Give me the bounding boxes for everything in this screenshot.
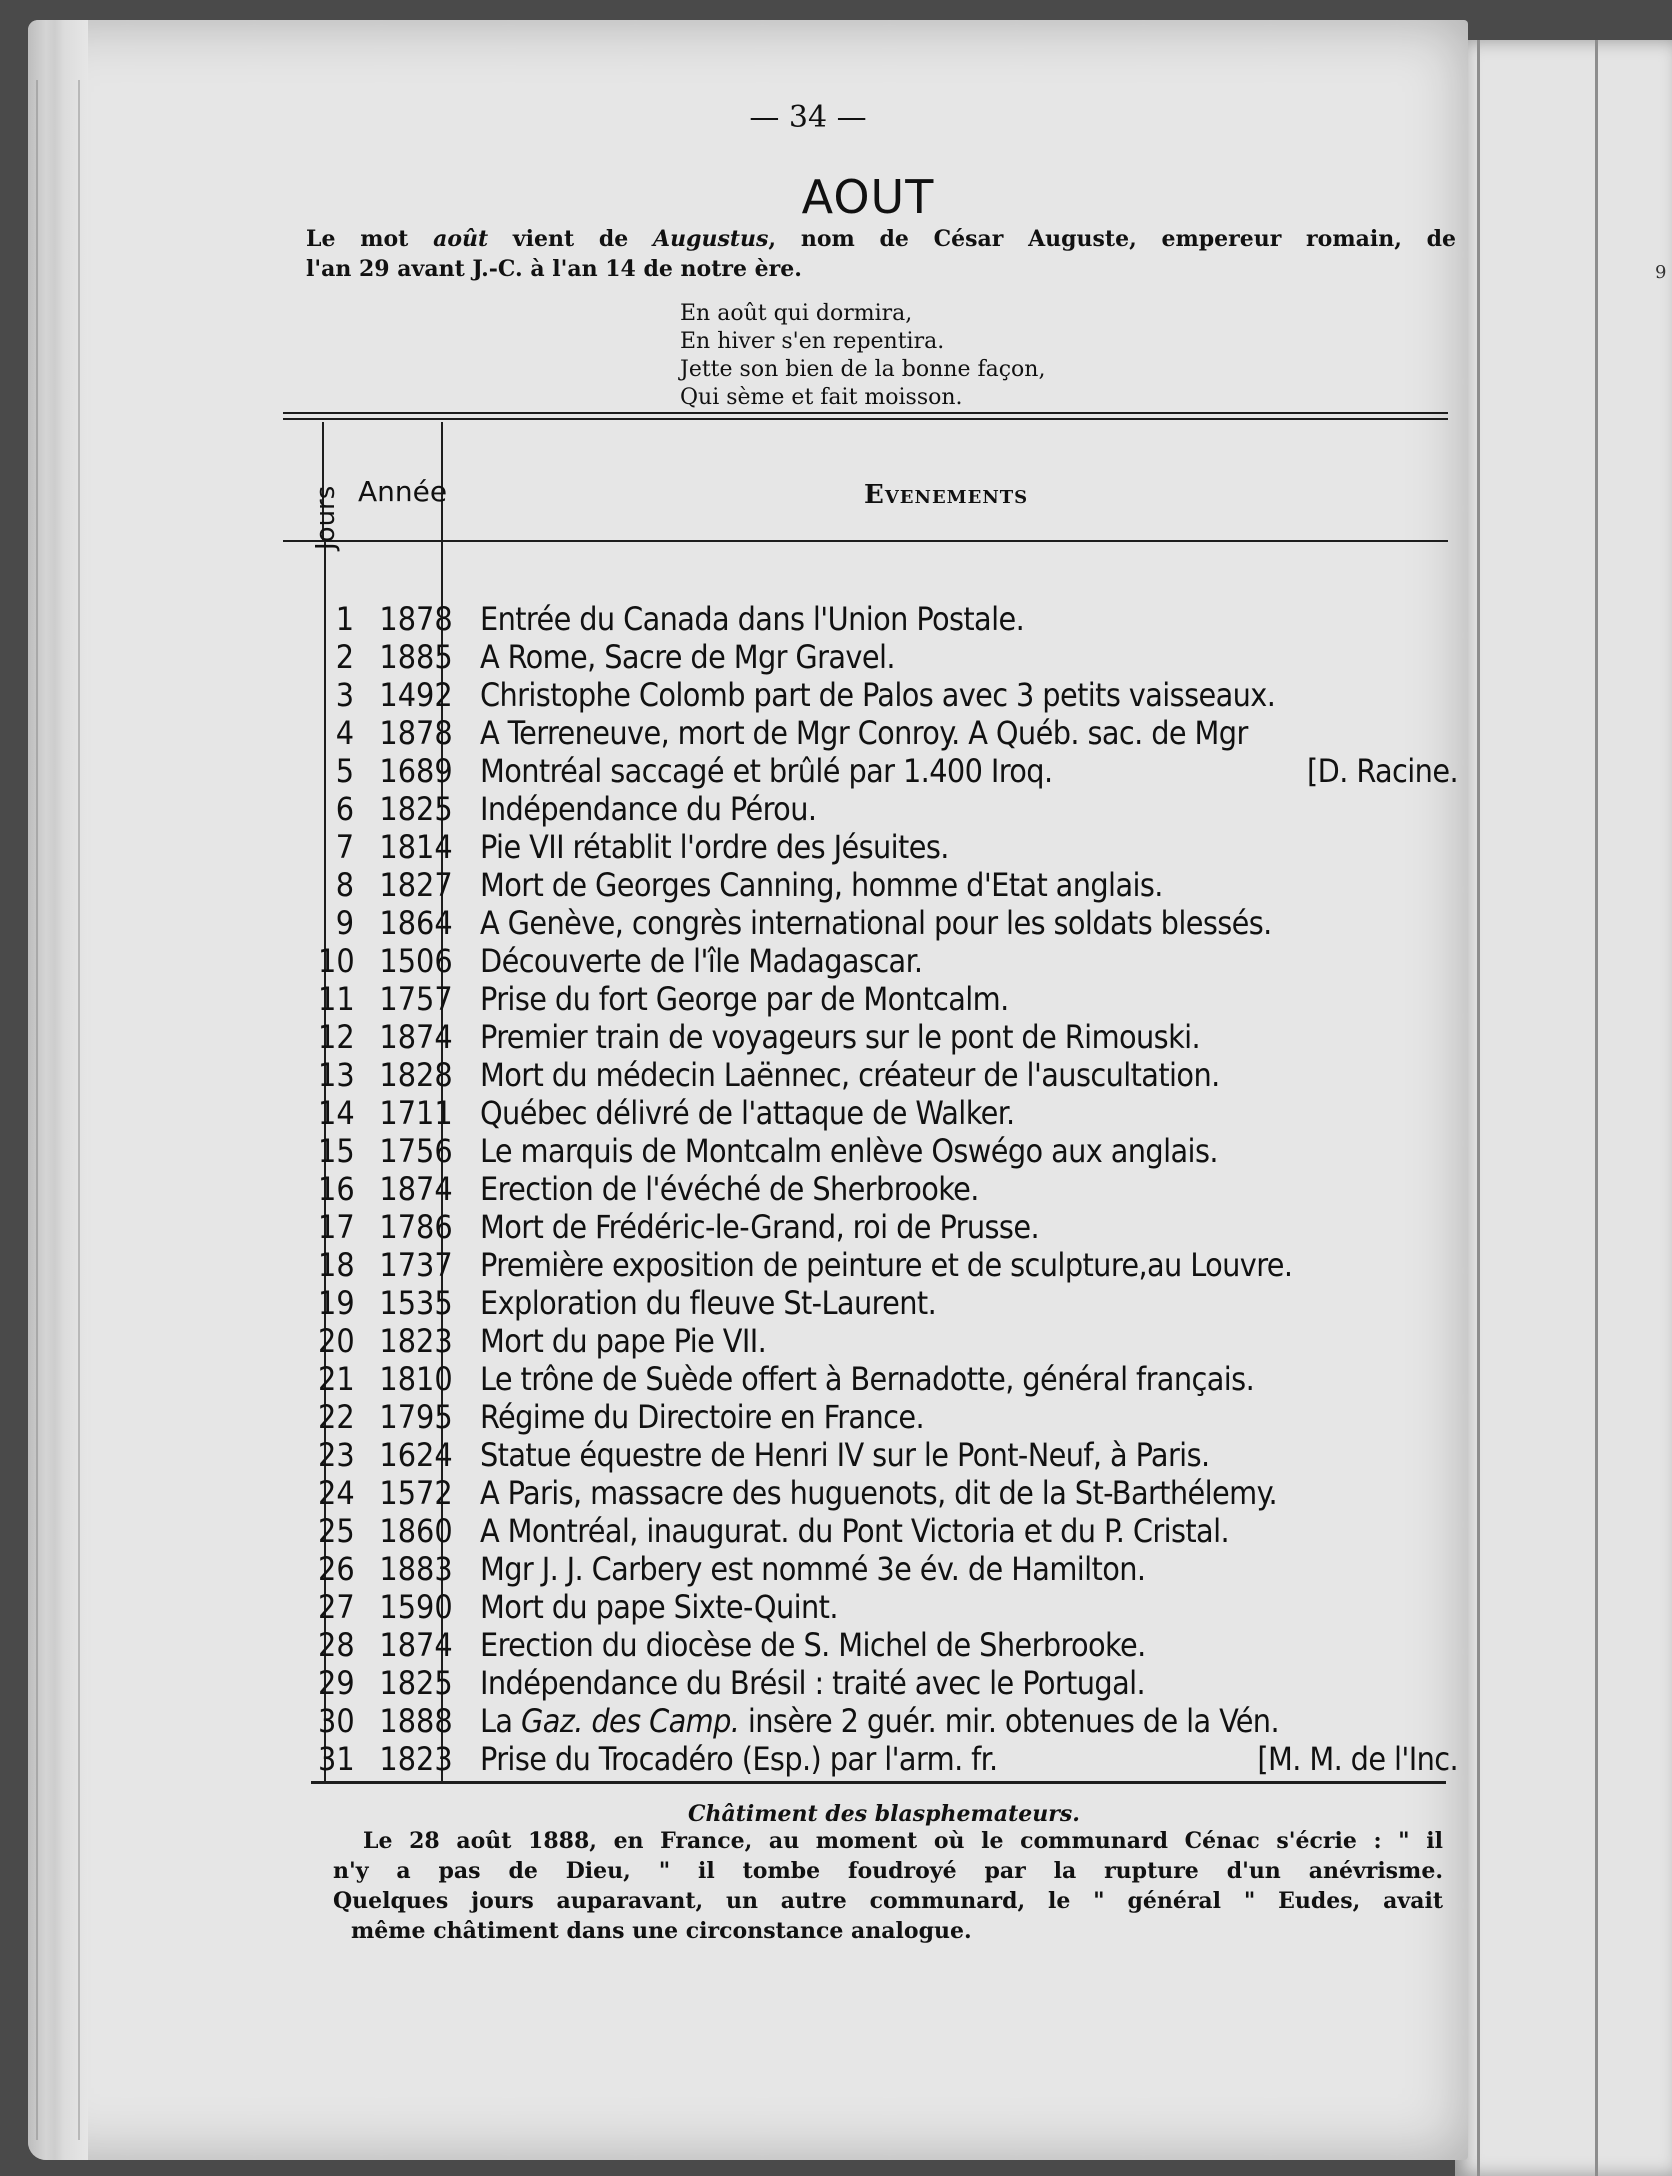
day-cell: 25: [318, 1512, 355, 1550]
day-cell: 6: [335, 790, 354, 828]
intro-text: vient de: [488, 226, 654, 252]
poem-line: Jette son bien de la bonne façon,: [680, 357, 1046, 382]
event-cell: Première exposition de peinture et de sculpture,au Louvre.: [480, 1246, 1293, 1284]
table-row: [318, 714, 1468, 752]
year-cell: 1492: [379, 676, 453, 714]
event-cell: Prise du fort George par de Montcalm.: [480, 980, 1009, 1018]
table-row: [318, 676, 1468, 714]
event-cell: A Paris, massacre des huguenots, dit de la St-Barthélemy.: [480, 1474, 1278, 1512]
year-cell: 1823: [379, 1740, 453, 1778]
event-text: insère 2 guér. mir. obtenues de la Vén.: [739, 1702, 1280, 1740]
table-row: [318, 980, 1468, 1018]
year-cell: 1590: [379, 1588, 453, 1626]
event-cell: Mgr J. J. Carbery est nommé 3e év. de Hamilton.: [480, 1550, 1146, 1588]
event-cell: A Genève, congrès international pour les soldats blessés.: [480, 904, 1272, 942]
day-cell: 5: [335, 752, 354, 790]
event-cell: Entrée du Canada dans l'Union Postale.: [480, 600, 1025, 638]
day-cell: 12: [318, 1018, 355, 1056]
footer-line: Le 28 août 1888, en France, au moment où le communard Cénac s'écrie : " il: [363, 1828, 1443, 1854]
event-cell: Mort du médecin Laënnec, créateur de l'auscultation.: [480, 1056, 1220, 1094]
year-cell: 1883: [379, 1550, 453, 1588]
year-cell: 1572: [379, 1474, 453, 1512]
table-row: [318, 1588, 1468, 1626]
poem-line: En hiver s'en repentira.: [680, 329, 945, 354]
intro-name-italic: Augustus: [653, 226, 769, 252]
table-row: [318, 1246, 1468, 1284]
event-cell: Exploration du fleuve St-Laurent.: [480, 1284, 937, 1322]
year-cell: 1757: [379, 980, 453, 1018]
event-cell: Le trône de Suède offert à Bernadotte, général français.: [480, 1360, 1255, 1398]
day-cell: 24: [318, 1474, 355, 1512]
table-row: [318, 638, 1468, 676]
day-cell: 7: [335, 828, 354, 866]
footer-line: Quelques jours auparavant, un autre communard, le " général " Eudes, avait: [333, 1888, 1443, 1914]
event-cell: A Terreneuve, mort de Mgr Conroy. A Québ. sac. de Mgr: [480, 714, 1248, 752]
table-row: [318, 1398, 1468, 1436]
day-cell: 2: [335, 638, 354, 676]
event-cell: Premier train de voyageurs sur le pont de Rimouski.: [480, 1018, 1201, 1056]
year-cell: 1874: [379, 1018, 453, 1056]
year-cell: 1756: [379, 1132, 453, 1170]
year-cell: 1506: [379, 942, 453, 980]
intro-line: [306, 224, 1456, 254]
header-days: Jours: [311, 485, 341, 550]
table-row: [318, 1322, 1468, 1360]
year-cell: 1878: [379, 600, 453, 638]
day-cell: 21: [318, 1360, 355, 1398]
event-cell: A Montréal, inaugurat. du Pont Victoria et du P. Cristal.: [480, 1512, 1230, 1550]
table-header-rule: [283, 540, 1448, 542]
page-number: — 34 —: [749, 100, 867, 135]
table-row: [318, 1170, 1468, 1208]
table-row: [318, 1436, 1468, 1474]
year-cell: 1864: [379, 904, 453, 942]
intro-text: Le mot: [306, 226, 434, 252]
intro-text: , nom de César Auguste, empereur romain, de: [768, 226, 1456, 252]
table-row: [318, 1094, 1468, 1132]
day-cell: 16: [318, 1170, 355, 1208]
year-cell: 1814: [379, 828, 453, 866]
table-row: [318, 1474, 1468, 1512]
events-table: [318, 600, 1468, 1778]
day-cell: 8: [335, 866, 354, 904]
year-cell: 1795: [379, 1398, 453, 1436]
year-cell: 1860: [379, 1512, 453, 1550]
table-row: [318, 600, 1468, 638]
event-cell: Erection du diocèse de S. Michel de Sherbrooke.: [480, 1626, 1146, 1664]
table-top-rule: [283, 412, 1448, 414]
year-cell: 1624: [379, 1436, 453, 1474]
event-cell: A Rome, Sacre de Mgr Gravel.: [480, 638, 895, 676]
year-cell: 1810: [379, 1360, 453, 1398]
day-cell: 13: [318, 1056, 355, 1094]
table-row: [318, 904, 1468, 942]
table-bottom-rule: [311, 1781, 1446, 1784]
event-cell: Indépendance du Brésil : traité avec le Portugal.: [480, 1664, 1146, 1702]
day-cell: 20: [318, 1322, 355, 1360]
adjacent-page: [1455, 40, 1672, 2176]
event-cell: Christophe Colomb part de Palos avec 3 petits vaisseaux.: [480, 676, 1276, 714]
header-year: Année: [358, 475, 448, 508]
event-source-note: [D. Racine.: [1307, 752, 1458, 790]
footer-line: n'y a pas de Dieu, " il tombe foudroyé par la rupture d'un anévrisme.: [333, 1858, 1443, 1884]
table-row: [318, 1018, 1468, 1056]
footer-paragraph: [333, 1826, 1443, 1946]
table-row: [318, 1702, 1468, 1740]
day-cell: 19: [318, 1284, 355, 1322]
event-text: La: [480, 1702, 522, 1740]
proverb-poem: [680, 300, 1045, 412]
table-row: [318, 866, 1468, 904]
page-stack-edge: [28, 20, 88, 2160]
day-cell: 31: [318, 1740, 355, 1778]
year-cell: 1689: [379, 752, 453, 790]
table-row: [318, 1132, 1468, 1170]
day-cell: 29: [318, 1664, 355, 1702]
day-cell: 11: [318, 980, 355, 1018]
event-cell: Statue équestre de Henri IV sur le Pont-Neuf, à Paris.: [480, 1436, 1210, 1474]
day-cell: 17: [318, 1208, 355, 1246]
table-row: [318, 1664, 1468, 1702]
day-cell: 30: [318, 1702, 355, 1740]
event-cell: Montréal saccagé et brûlé par 1.400 Iroq.: [480, 752, 1053, 790]
year-cell: 1874: [379, 1170, 453, 1208]
day-cell: 27: [318, 1588, 355, 1626]
intro-word-italic: août: [433, 226, 489, 252]
day-cell: 22: [318, 1398, 355, 1436]
year-cell: 1823: [379, 1322, 453, 1360]
year-cell: 1878: [379, 714, 453, 752]
table-top-rule: [283, 418, 1448, 420]
event-cell: Indépendance du Pérou.: [480, 790, 817, 828]
event-italic: Gaz. des Camp.: [521, 1702, 740, 1740]
event-cell: [480, 1702, 1279, 1740]
day-cell: 26: [318, 1550, 355, 1588]
year-cell: 1825: [379, 790, 453, 828]
day-cell: 23: [318, 1436, 355, 1474]
event-cell: Découverte de l'île Madagascar.: [480, 942, 923, 980]
day-cell: 9: [335, 904, 354, 942]
table-row: [318, 1626, 1468, 1664]
book-page: [28, 20, 1468, 2160]
day-cell: 28: [318, 1626, 355, 1664]
event-cell: Pie VII rétablit l'ordre des Jésuites.: [480, 828, 949, 866]
poem-line: Qui sème et fait moisson.: [680, 385, 963, 410]
event-cell: Mort de Frédéric-le-Grand, roi de Prusse.: [480, 1208, 1039, 1246]
page-edge-line: [1595, 40, 1598, 2176]
event-cell: Prise du Trocadéro (Esp.) par l'arm. fr.: [480, 1740, 998, 1778]
table-row: [318, 1056, 1468, 1094]
event-cell: Erection de l'évéché de Sherbrooke.: [480, 1170, 979, 1208]
table-row: [318, 1512, 1468, 1550]
event-cell: Québec délivré de l'attaque de Walker.: [480, 1094, 1015, 1132]
year-cell: 1874: [379, 1626, 453, 1664]
table-row: [318, 1208, 1468, 1246]
year-cell: 1827: [379, 866, 453, 904]
table-row: [318, 790, 1468, 828]
year-cell: 1711: [379, 1094, 453, 1132]
intro-line: l'an 29 avant J.-C. à l'an 14 de notre ère.: [306, 256, 802, 282]
table-row: [318, 1740, 1468, 1778]
day-cell: 3: [335, 676, 354, 714]
event-cell: Mort du pape Sixte-Quint.: [480, 1588, 838, 1626]
table-row: [318, 752, 1468, 790]
year-cell: 1535: [379, 1284, 453, 1322]
table-row: [318, 828, 1468, 866]
event-cell: Le marquis de Montcalm enlève Oswégo aux anglais.: [480, 1132, 1218, 1170]
year-cell: 1737: [379, 1246, 453, 1284]
month-title: AOUT: [801, 170, 935, 224]
event-cell: Mort du pape Pie VII.: [480, 1322, 767, 1360]
year-cell: 1888: [379, 1702, 453, 1740]
year-cell: 1828: [379, 1056, 453, 1094]
page-edge-line: [1477, 40, 1480, 2176]
day-cell: 1: [335, 600, 354, 638]
intro-paragraph: [306, 224, 1456, 284]
day-cell: 10: [318, 942, 355, 980]
year-cell: 1885: [379, 638, 453, 676]
footer-title: Châtiment des blasphemateurs.: [688, 1801, 1080, 1827]
day-cell: 4: [335, 714, 354, 752]
header-events: Evenements: [864, 480, 1029, 510]
table-row: [318, 942, 1468, 980]
day-cell: 14: [318, 1094, 355, 1132]
day-cell: 18: [318, 1246, 355, 1284]
year-cell: 1825: [379, 1664, 453, 1702]
table-row: [318, 1550, 1468, 1588]
adjacent-page-glyph: 9: [1655, 262, 1667, 283]
table-row: [318, 1360, 1468, 1398]
year-cell: 1786: [379, 1208, 453, 1246]
event-cell: Régime du Directoire en France.: [480, 1398, 925, 1436]
day-cell: 15: [318, 1132, 355, 1170]
table-row: [318, 1284, 1468, 1322]
event-cell: Mort de Georges Canning, homme d'Etat anglais.: [480, 866, 1163, 904]
event-source-note: [M. M. de l'Inc.: [1257, 1740, 1458, 1778]
footer-line: même châtiment dans une circonstance analogue.: [351, 1918, 972, 1944]
poem-line: En août qui dormira,: [680, 301, 913, 326]
